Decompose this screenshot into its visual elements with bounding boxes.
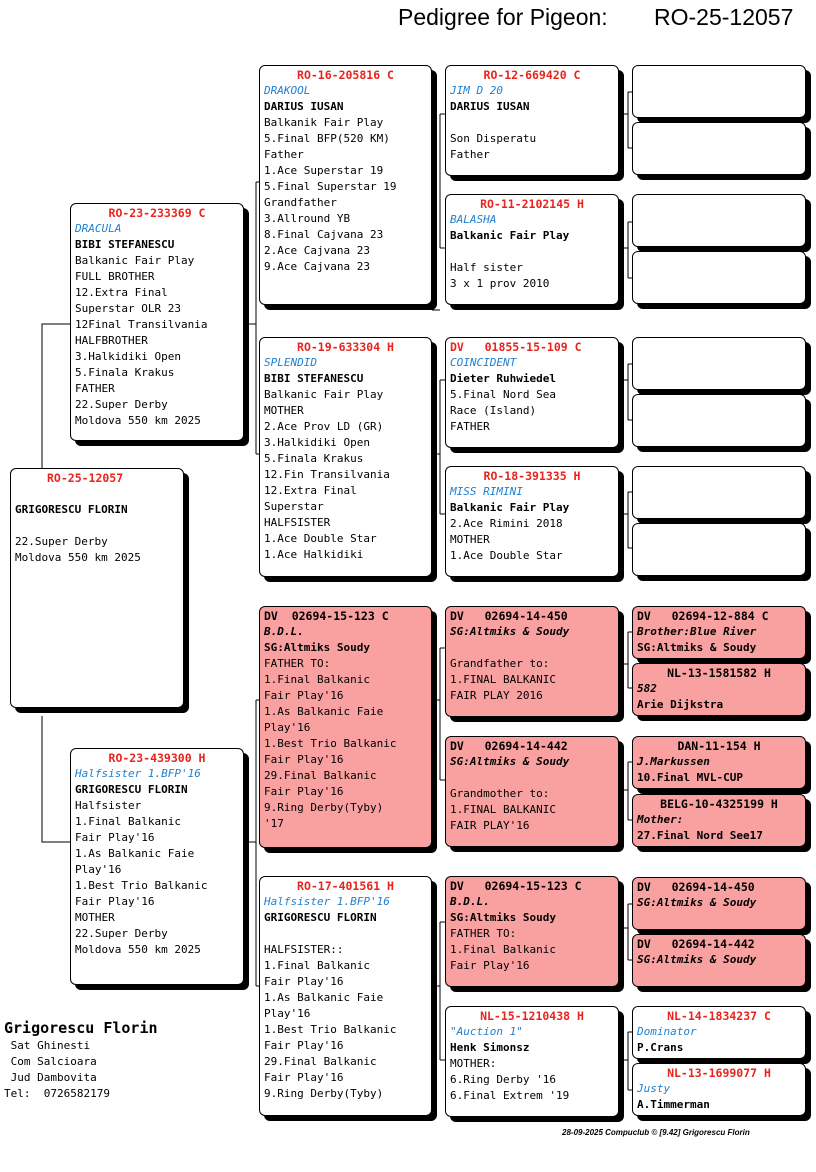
g4-line: SG:Altmiks & Soudy <box>637 896 757 909</box>
breeder-line: Jud Dambovita <box>4 1071 97 1084</box>
subject-ring: RO-25-12057 <box>47 471 124 485</box>
sire-dam-line: 3.Halkidiki Open <box>264 436 370 449</box>
sire-sire-card <box>259 65 432 305</box>
dds-card <box>445 876 619 987</box>
sire-dam-line: MOTHER <box>264 404 304 417</box>
sdd-line: 1.Ace Double Star <box>450 549 563 562</box>
sire-line: 12Final Transilvania <box>75 318 208 331</box>
g4-ring: NL-14-1834237 C <box>667 1009 771 1023</box>
pedigree-title-ring: RO-25-12057 <box>654 4 794 30</box>
ssd-owner: Balkanic Fair Play <box>450 229 570 242</box>
g4-card <box>632 736 806 789</box>
breeder-line: Com Salcioara <box>4 1055 97 1068</box>
g4-ring: DV 02694-14-442 <box>637 937 755 951</box>
dds-line: Fair Play'16 <box>450 959 530 972</box>
g4-ring: DAN-11-154 H <box>677 739 761 753</box>
breeder-info <box>4 1018 158 1102</box>
ssd-name: BALASHA <box>450 213 497 226</box>
ssd-line: 3 x 1 prov 2010 <box>450 277 550 290</box>
sire-line: Moldova 550 km 2025 <box>75 414 201 427</box>
sire-sire-ring: RO-16-205816 C <box>297 68 394 82</box>
sire-dam-line: 12.Extra Final <box>264 484 357 497</box>
sss-card <box>445 65 619 176</box>
dss-ring: DV 02694-14-450 <box>450 609 568 623</box>
dsd-ring: DV 02694-14-442 <box>450 739 568 753</box>
dam-line: Fair Play'16 <box>75 831 155 844</box>
g4-line: Dominator <box>637 1025 697 1038</box>
dsd-card <box>445 736 619 847</box>
dam-sire-line: Fair Play'16 <box>264 785 344 798</box>
dam-sire-line: 29.Final Balkanic <box>264 769 377 782</box>
sds-line: FATHER <box>450 420 490 433</box>
dam-dam-card <box>259 876 432 1116</box>
dss-line: FAIR PLAY 2016 <box>450 689 543 702</box>
dam-sire-line: 1.Final Balkanic <box>264 673 370 686</box>
dam-ring: RO-23-439300 H <box>108 751 206 765</box>
g4-card <box>632 1063 806 1116</box>
sdd-owner: Balkanic Fair Play <box>450 501 570 514</box>
dam-dam-line: Play'16 <box>264 1007 311 1020</box>
sire-dam-line: HALFSISTER <box>264 516 331 529</box>
empty-ancestor-card <box>632 337 806 390</box>
empty-ancestor-card <box>632 523 806 576</box>
sire-sire-name: DRAKOOL <box>264 84 311 97</box>
ssd-ring: RO-11-2102145 H <box>480 197 584 211</box>
dss-line: Grandfather to: <box>450 657 550 670</box>
g4-card <box>632 794 806 847</box>
sire-dam-line: 1.Ace Double Star <box>264 532 377 545</box>
dam-sire-card <box>259 606 432 848</box>
sss-line <box>450 115 614 131</box>
sss-name: JIM D 20 <box>450 84 503 97</box>
dam-line: 1.Final Balkanic <box>75 815 181 828</box>
dam-sire-line: FATHER TO: <box>264 657 331 670</box>
dam-sire-line: '17 <box>264 817 284 830</box>
dam-sire-line: Fair Play'16 <box>264 753 344 766</box>
dds-line: 1.Final Balkanic <box>450 943 556 956</box>
empty-ancestor-card <box>632 394 806 447</box>
dam-dam-line: 29.Final Balkanic <box>264 1055 377 1068</box>
sss-owner: DARIUS IUSAN <box>450 100 530 113</box>
g4-line: Justy <box>637 1082 671 1095</box>
subject-line: 22.Super Derby <box>15 535 108 548</box>
dam-dam-ring: RO-17-401561 H <box>297 879 394 893</box>
sire-line: 5.Finala Krakus <box>75 366 175 379</box>
dam-dam-line <box>264 926 427 942</box>
sds-ring: DV 01855-15-109 C <box>450 340 582 354</box>
sire-sire-line: 2.Ace Cajvana 23 <box>264 244 370 257</box>
sire-sire-line: Balkanik Fair Play <box>264 116 384 129</box>
sire-sire-line: 1.Ace Superstar 19 <box>264 164 384 177</box>
dam-sire-line: 1.Best Trio Balkanic <box>264 737 397 750</box>
g4-line: 582 <box>637 682 657 695</box>
ddd-ring: NL-15-1210438 H <box>480 1009 584 1023</box>
g4-line: P.Crans <box>637 1041 684 1054</box>
ssd-line: Half sister <box>450 261 523 274</box>
dam-line: MOTHER <box>75 911 115 924</box>
g4-line: Brother:Blue River <box>637 625 757 638</box>
subject-line <box>15 518 179 534</box>
breeder-line: Sat Ghinesti <box>4 1039 91 1052</box>
ddd-card <box>445 1006 619 1117</box>
sds-owner: Dieter Ruhwiedel <box>450 372 556 385</box>
dds-line: FATHER TO: <box>450 927 517 940</box>
sss-ring: RO-12-669420 C <box>483 68 581 82</box>
sire-line: 3.Halkidiki Open <box>75 350 181 363</box>
dam-dam-line: Fair Play'16 <box>264 1071 344 1084</box>
dsd-line <box>450 770 614 786</box>
dsd-sg: SG:Altmiks & Soudy <box>450 755 570 768</box>
ddd-line: 6.Final Extrem '19 <box>450 1089 570 1102</box>
g4-card <box>632 1006 806 1059</box>
g4-ring: NL-13-1581582 H <box>667 666 771 680</box>
sire-dam-ring: RO-19-633304 H <box>297 340 394 354</box>
sire-line: HALFBROTHER <box>75 334 148 347</box>
g4-ring: DV 02694-12-884 C <box>637 609 769 623</box>
sss-line: Father <box>450 148 490 161</box>
empty-ancestor-card <box>632 194 806 247</box>
dam-dam-line: 1.As Balkanic Faie <box>264 991 384 1004</box>
sss-line: Son Disperatu <box>450 132 537 145</box>
ssd-card <box>445 194 619 305</box>
sire-ring: RO-23-233369 C <box>108 206 206 220</box>
breeder-phone: Tel: 0726582179 <box>4 1087 110 1100</box>
sire-dam-line: 5.Finala Krakus <box>264 452 364 465</box>
sire-dam-line: 2.Ace Prov LD (GR) <box>264 420 384 433</box>
dam-sire-line: 1.As Balkanic Faie <box>264 705 384 718</box>
sire-dam-line: 1.Ace Halkidiki <box>264 548 364 561</box>
sire-sire-line: 5.Final BFP(520 KM) <box>264 132 390 145</box>
sire-dam-line: 12.Fin Transilvania <box>264 468 390 481</box>
g4-line: SG:Altmiks & Soudy <box>637 953 757 966</box>
sire-line: FATHER <box>75 382 115 395</box>
dam-sire-line: Fair Play'16 <box>264 689 344 702</box>
dam-sire-owner: SG:Altmiks Soudy <box>264 641 370 654</box>
g4-ring: NL-13-1699077 H <box>667 1066 771 1080</box>
dam-dam-line: Fair Play'16 <box>264 975 344 988</box>
sdd-line: MOTHER <box>450 533 490 546</box>
sire-sire-line: Father <box>264 148 304 161</box>
footer-credit: 28-09-2025 Compuclub © [9.42] Grigorescu Florin <box>562 1128 750 1137</box>
ddd-line: MOTHER: <box>450 1057 497 1070</box>
sire-line: 22.Super Derby <box>75 398 168 411</box>
sds-card <box>445 337 619 448</box>
g4-line: 27.Final Nord See17 <box>637 829 763 842</box>
dam-line: 22.Super Derby <box>75 927 168 940</box>
g4-line: SG:Altmiks & Soudy <box>637 641 757 654</box>
dam-sire-ring: DV 02694-15-123 C <box>264 609 389 623</box>
dds-ring: DV 02694-15-123 C <box>450 879 582 893</box>
empty-ancestor-card <box>632 251 806 304</box>
sire-name: DRACULA <box>75 222 122 235</box>
breeder-name: Grigorescu Florin <box>4 1019 158 1037</box>
ddd-owner: Henk Simonsz <box>450 1041 530 1054</box>
dam-line: 1.As Balkanic Faie <box>75 847 195 860</box>
sire-sire-line: 9.Ace Cajvana 23 <box>264 260 370 273</box>
g4-card <box>632 606 806 659</box>
g4-card <box>632 663 806 716</box>
dss-line: 1.FINAL BALKANIC <box>450 673 556 686</box>
empty-ancestor-card <box>632 466 806 519</box>
dam-sire-name: B.D.L. <box>264 625 304 638</box>
g4-line: A.Timmerman <box>637 1098 710 1111</box>
dam-line: Moldova 550 km 2025 <box>75 943 201 956</box>
empty-ancestor-card <box>632 122 806 175</box>
dam-dam-line: 1.Best Trio Balkanic <box>264 1023 397 1036</box>
sire-line: 12.Extra Final <box>75 286 168 299</box>
dsd-line: 1.FINAL BALKANIC <box>450 803 556 816</box>
sire-dam-name: SPLENDID <box>264 356 317 369</box>
dam-name: Halfsister 1.BFP'16 <box>75 767 201 780</box>
subject-owner: GRIGORESCU FLORIN <box>15 503 128 516</box>
sds-line: 5.Final Nord Sea <box>450 388 556 401</box>
dam-line: 1.Best Trio Balkanic <box>75 879 208 892</box>
g4-card <box>632 877 806 930</box>
sire-sire-line: 3.Allround YB <box>264 212 351 225</box>
g4-card <box>632 934 806 987</box>
dam-line: Halfsister <box>75 799 142 812</box>
sire-sire-owner: DARIUS IUSAN <box>264 100 344 113</box>
sire-sire-line: 5.Final Superstar 19 <box>264 180 397 193</box>
sire-line: Balkanic Fair Play <box>75 254 195 267</box>
sdd-card <box>445 466 619 577</box>
dam-dam-line: 1.Final Balkanic <box>264 959 370 972</box>
sire-dam-card <box>259 337 432 577</box>
ssd-line <box>450 244 614 260</box>
subject-line <box>15 486 179 502</box>
subject-line: Moldova 550 km 2025 <box>15 551 141 564</box>
dam-dam-owner: GRIGORESCU FLORIN <box>264 911 377 924</box>
g4-line: Mother: <box>637 813 684 826</box>
sdd-name: MISS RIMINI <box>450 485 523 498</box>
sire-sire-line: 8.Final Cajvana 23 <box>264 228 384 241</box>
sire-dam-owner: BIBI STEFANESCU <box>264 372 364 385</box>
dam-sire-line: 9.Ring Derby(Tyby) <box>264 801 384 814</box>
dam-dam-line: Fair Play'16 <box>264 1039 344 1052</box>
dam-owner: GRIGORESCU FLORIN <box>75 783 188 796</box>
g4-line: J.Markussen <box>637 755 710 768</box>
dss-line <box>450 640 614 656</box>
sdd-ring: RO-18-391335 H <box>483 469 581 483</box>
sire-line: FULL BROTHER <box>75 270 155 283</box>
empty-ancestor-card <box>632 65 806 118</box>
sire-card <box>70 203 244 441</box>
sire-owner: BIBI STEFANESCU <box>75 238 175 251</box>
ddd-name: "Auction 1" <box>450 1025 523 1038</box>
dsd-line: FAIR PLAY'16 <box>450 819 530 832</box>
dam-line: Play'16 <box>75 863 122 876</box>
sire-sire-line: Grandfather <box>264 196 337 209</box>
g4-ring: DV 02694-14-450 <box>637 880 755 894</box>
sds-line: Race (Island) <box>450 404 537 417</box>
sds-name: COINCIDENT <box>450 356 517 369</box>
g4-line: Arie Dijkstra <box>637 698 724 711</box>
dam-line: Fair Play'16 <box>75 895 155 908</box>
g4-line: 10.Final MVL-CUP <box>637 771 743 784</box>
dsd-line: Grandmother to: <box>450 787 550 800</box>
g4-ring: BELG-10-4325199 H <box>660 797 778 811</box>
dam-card <box>70 748 244 985</box>
sire-dam-line: Superstar <box>264 500 324 513</box>
sire-dam-line: Balkanic Fair Play <box>264 388 384 401</box>
subject-pigeon-card <box>10 468 184 708</box>
dss-card <box>445 606 619 717</box>
dds-name: B.D.L. <box>450 895 490 908</box>
sdd-line: 2.Ace Rimini 2018 <box>450 517 563 530</box>
dds-owner: SG:Altmiks Soudy <box>450 911 556 924</box>
sire-line: Superstar OLR 23 <box>75 302 181 315</box>
ddd-line: 6.Ring Derby '16 <box>450 1073 556 1086</box>
dss-sg: SG:Altmiks & Soudy <box>450 625 570 638</box>
dam-sire-line: Play'16 <box>264 721 311 734</box>
dam-dam-line: HALFSISTER:: <box>264 943 344 956</box>
dam-dam-line: 9.Ring Derby(Tyby) <box>264 1087 384 1100</box>
dam-dam-name: Halfsister 1.BFP'16 <box>264 895 390 908</box>
pedigree-title-label: Pedigree for Pigeon: <box>398 4 608 30</box>
